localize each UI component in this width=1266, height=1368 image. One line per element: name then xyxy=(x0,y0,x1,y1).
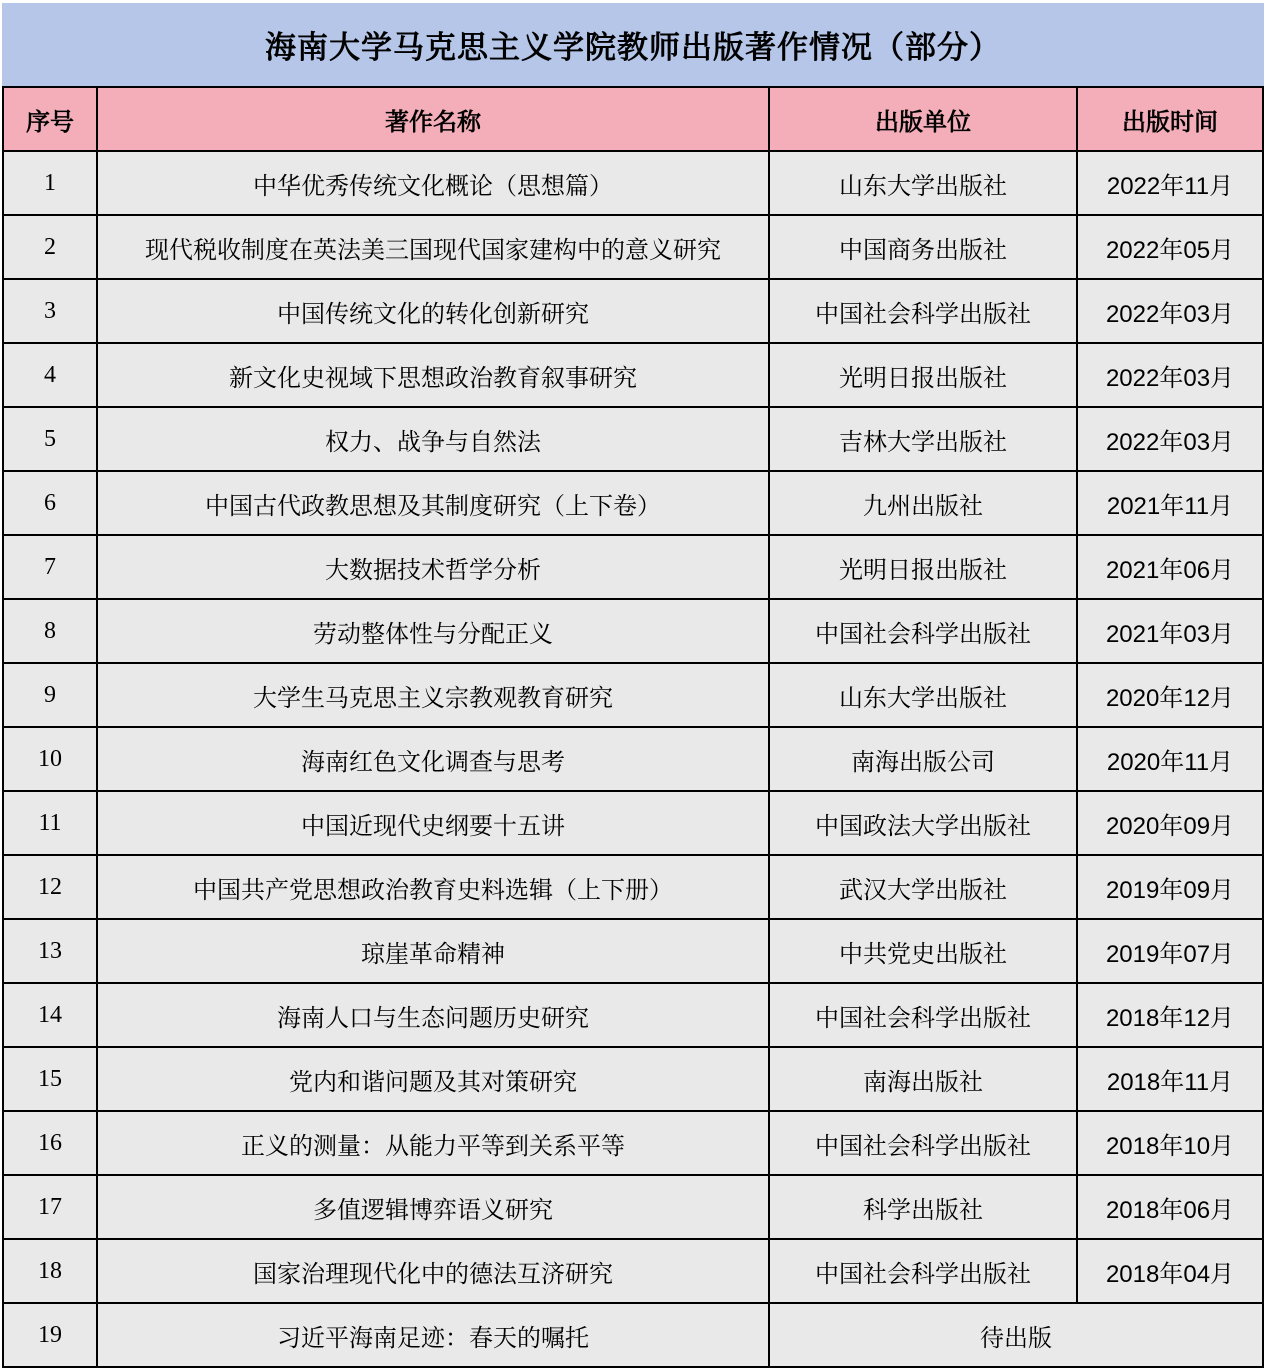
cell-title: 中国古代政教思想及其制度研究（上下卷） xyxy=(97,471,769,535)
cell-publisher: 武汉大学出版社 xyxy=(769,855,1077,919)
table-row xyxy=(3,343,1263,407)
table-row xyxy=(3,599,1263,663)
cell-publisher: 科学出版社 xyxy=(769,1175,1077,1239)
table-row xyxy=(3,1303,1263,1367)
table-row xyxy=(3,919,1263,983)
table-row xyxy=(3,1239,1263,1303)
cell-title: 党内和谐问题及其对策研究 xyxy=(97,1047,769,1111)
cell-date: 2022年03月 xyxy=(1077,407,1263,471)
cell-title: 大学生马克思主义宗教观教育研究 xyxy=(97,663,769,727)
table-row xyxy=(3,727,1263,791)
cell-title: 中国传统文化的转化创新研究 xyxy=(97,279,769,343)
cell-num: 3 xyxy=(3,279,97,343)
cell-publisher: 待出版 xyxy=(769,1303,1263,1367)
cell-title: 新文化史视域下思想政治教育叙事研究 xyxy=(97,343,769,407)
cell-title: 中国共产党思想政治教育史料选辑（上下册） xyxy=(97,855,769,919)
table-row xyxy=(3,279,1263,343)
cell-publisher: 南海出版公司 xyxy=(769,727,1077,791)
cell-title: 现代税收制度在英法美三国现代国家建构中的意义研究 xyxy=(97,215,769,279)
cell-date: 2021年06月 xyxy=(1077,535,1263,599)
cell-num: 8 xyxy=(3,599,97,663)
cell-publisher: 九州出版社 xyxy=(769,471,1077,535)
cell-publisher: 中国社会科学出版社 xyxy=(769,599,1077,663)
cell-num: 9 xyxy=(3,663,97,727)
header-publisher: 出版单位 xyxy=(769,87,1077,151)
cell-num: 12 xyxy=(3,855,97,919)
cell-date: 2022年05月 xyxy=(1077,215,1263,279)
cell-publisher: 光明日报出版社 xyxy=(769,535,1077,599)
cell-date: 2018年06月 xyxy=(1077,1175,1263,1239)
header-date: 出版时间 xyxy=(1077,87,1263,151)
cell-date: 2020年09月 xyxy=(1077,791,1263,855)
cell-num: 19 xyxy=(3,1303,97,1367)
cell-num: 2 xyxy=(3,215,97,279)
cell-title: 国家治理现代化中的德法互济研究 xyxy=(97,1239,769,1303)
cell-num: 11 xyxy=(3,791,97,855)
cell-publisher: 中国社会科学出版社 xyxy=(769,983,1077,1047)
cell-num: 17 xyxy=(3,1175,97,1239)
cell-date: 2021年03月 xyxy=(1077,599,1263,663)
cell-num: 5 xyxy=(3,407,97,471)
cell-date: 2022年03月 xyxy=(1077,343,1263,407)
cell-date: 2018年10月 xyxy=(1077,1111,1263,1175)
table-row xyxy=(3,1111,1263,1175)
cell-publisher: 中国社会科学出版社 xyxy=(769,1111,1077,1175)
header-row xyxy=(3,87,1263,151)
cell-publisher: 中国政法大学出版社 xyxy=(769,791,1077,855)
cell-title: 中国近现代史纲要十五讲 xyxy=(97,791,769,855)
cell-publisher: 中国社会科学出版社 xyxy=(769,1239,1077,1303)
table-row xyxy=(3,791,1263,855)
table-row xyxy=(3,471,1263,535)
table-row xyxy=(3,151,1263,215)
cell-num: 13 xyxy=(3,919,97,983)
table-row xyxy=(3,535,1263,599)
table-row xyxy=(3,1175,1263,1239)
cell-publisher: 南海出版社 xyxy=(769,1047,1077,1111)
table-row xyxy=(3,983,1263,1047)
cell-num: 6 xyxy=(3,471,97,535)
cell-publisher: 光明日报出版社 xyxy=(769,343,1077,407)
cell-num: 1 xyxy=(3,151,97,215)
cell-title: 权力、战争与自然法 xyxy=(97,407,769,471)
table-row xyxy=(3,663,1263,727)
cell-num: 14 xyxy=(3,983,97,1047)
cell-num: 4 xyxy=(3,343,97,407)
table-row xyxy=(3,1047,1263,1111)
cell-title: 多值逻辑博弈语义研究 xyxy=(97,1175,769,1239)
cell-title: 习近平海南足迹：春天的嘱托 xyxy=(97,1303,769,1367)
cell-num: 10 xyxy=(3,727,97,791)
cell-title: 中华优秀传统文化概论（思想篇） xyxy=(97,151,769,215)
publications-table xyxy=(2,86,1264,1368)
cell-publisher: 吉林大学出版社 xyxy=(769,407,1077,471)
cell-publisher: 山东大学出版社 xyxy=(769,663,1077,727)
header-title: 著作名称 xyxy=(97,87,769,151)
cell-date: 2022年11月 xyxy=(1077,151,1263,215)
header-num: 序号 xyxy=(3,87,97,151)
cell-date: 2020年11月 xyxy=(1077,727,1263,791)
cell-date: 2020年12月 xyxy=(1077,663,1263,727)
cell-publisher: 中国商务出版社 xyxy=(769,215,1077,279)
cell-num: 16 xyxy=(3,1111,97,1175)
cell-num: 18 xyxy=(3,1239,97,1303)
cell-date: 2022年03月 xyxy=(1077,279,1263,343)
cell-date: 2019年07月 xyxy=(1077,919,1263,983)
cell-date: 2019年09月 xyxy=(1077,855,1263,919)
cell-publisher: 中共党史出版社 xyxy=(769,919,1077,983)
cell-num: 15 xyxy=(3,1047,97,1111)
cell-num: 7 xyxy=(3,535,97,599)
cell-date: 2018年11月 xyxy=(1077,1047,1263,1111)
cell-title: 海南红色文化调查与思考 xyxy=(97,727,769,791)
cell-title: 劳动整体性与分配正义 xyxy=(97,599,769,663)
page-title: 海南大学马克思主义学院教师出版著作情况（部分） xyxy=(2,3,1264,86)
cell-publisher: 山东大学出版社 xyxy=(769,151,1077,215)
cell-title: 大数据技术哲学分析 xyxy=(97,535,769,599)
cell-date: 2018年04月 xyxy=(1077,1239,1263,1303)
cell-date: 2018年12月 xyxy=(1077,983,1263,1047)
table-row xyxy=(3,407,1263,471)
cell-title: 正义的测量：从能力平等到关系平等 xyxy=(97,1111,769,1175)
cell-publisher: 中国社会科学出版社 xyxy=(769,279,1077,343)
cell-title: 海南人口与生态问题历史研究 xyxy=(97,983,769,1047)
table-row xyxy=(3,215,1263,279)
cell-title: 琼崖革命精神 xyxy=(97,919,769,983)
cell-date: 2021年11月 xyxy=(1077,471,1263,535)
table-row xyxy=(3,855,1263,919)
